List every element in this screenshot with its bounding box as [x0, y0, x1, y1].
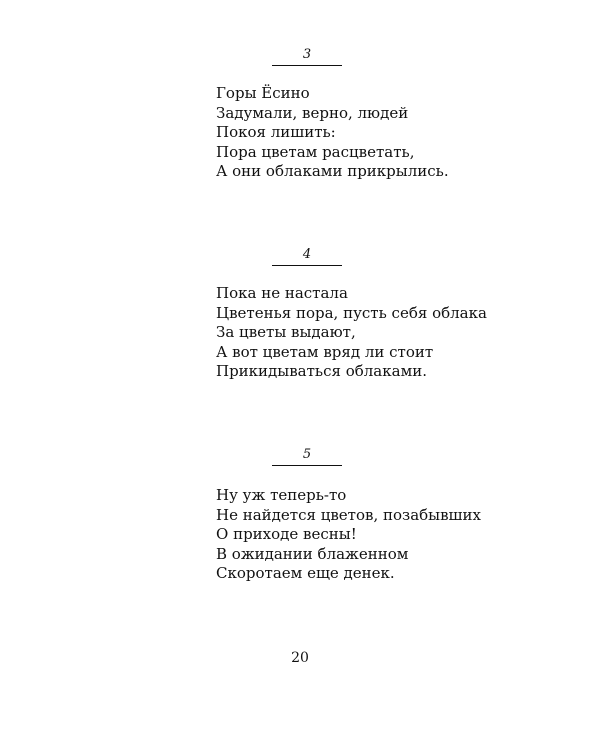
poem-line: Прикидываться облаками.: [216, 362, 427, 380]
poem-line: Ну уж теперь-то: [216, 486, 347, 504]
poem-line: В ожидании блаженном: [216, 544, 409, 563]
poem-line: Горы Ёсино: [216, 84, 310, 102]
poem-text: [216, 84, 576, 182]
poem-line: Покоя лишить:: [216, 123, 336, 141]
poem-number-rule: [272, 65, 342, 66]
poem-line: Пока не настала: [216, 284, 348, 302]
poem-line: Скоротаем еще денек.: [216, 564, 395, 582]
poem-line: Не найдется цветов, позабывших: [216, 505, 481, 524]
poem-line: За цветы выдают,: [216, 323, 356, 341]
poem-text: [216, 284, 576, 382]
poem-line: Цветенья пора, пусть себя облака: [216, 303, 487, 322]
poem-line: А вот цветам вряд ли стоит: [216, 342, 434, 361]
poem-line: О приходе весны!: [216, 525, 357, 543]
poem-line: Пора цветам расцветать,: [216, 142, 415, 161]
poem-number-rule: [272, 265, 342, 266]
poem-line: А они облаками прикрылись.: [216, 162, 449, 180]
poem-line: Задумали, верно, людей: [216, 103, 409, 122]
poem-number-rule: [272, 465, 342, 466]
poem-number: 4: [302, 247, 312, 262]
poem-number: 3: [302, 47, 312, 62]
poem-text: [216, 486, 576, 584]
page-number: 20: [291, 650, 309, 666]
poem-number: 5: [302, 447, 312, 462]
